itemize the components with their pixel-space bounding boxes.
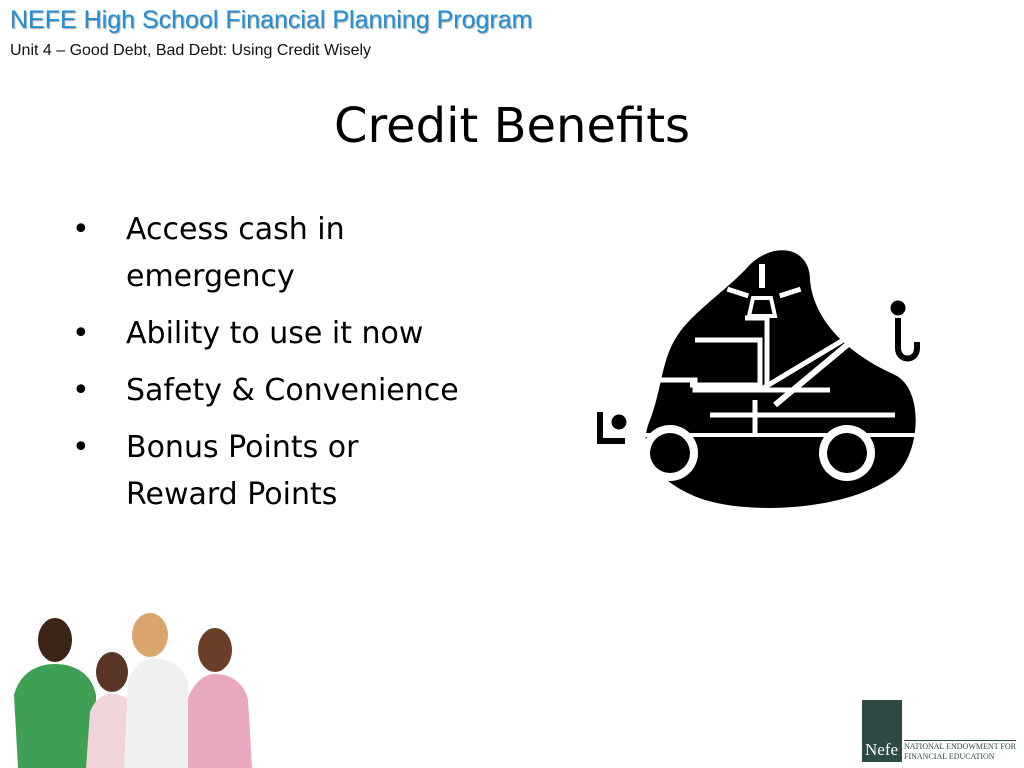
bullet-text-line1: Bonus Points or	[126, 430, 359, 465]
unit-subtitle: Unit 4 – Good Debt, Bad Debt: Using Credit Wisely	[10, 42, 372, 59]
nefe-logo	[862, 700, 1022, 764]
program-title: NEFE High School Financial Planning Program	[10, 6, 533, 34]
bullet-dot: •	[72, 430, 90, 465]
students-photo	[0, 600, 270, 768]
slide-title: Credit Benefits	[333, 98, 691, 154]
bullet-text-line1: Ability to use it now	[126, 316, 424, 351]
bullet-item	[72, 206, 502, 300]
bullet-dot: •	[72, 316, 90, 351]
bullet-text-line2: Reward Points	[126, 477, 338, 512]
nefe-logo-mark: Nefe	[865, 740, 899, 759]
bullet-item	[72, 367, 502, 414]
bullet-text-line1: Access cash in	[126, 212, 345, 247]
nefe-logo-line2: FINANCIAL EDUCATION	[904, 752, 995, 761]
bullet-item	[72, 310, 502, 357]
bullet-text-line2: emergency	[126, 259, 295, 294]
bullet-item	[72, 424, 502, 518]
nefe-logo-text	[904, 740, 1016, 762]
nefe-logo-box	[862, 700, 902, 762]
bullet-text-line1: Safety & Convenience	[126, 373, 459, 408]
bullet-list	[72, 206, 502, 528]
bullet-dot: •	[72, 212, 90, 247]
nefe-logo-line1: NATIONAL ENDOWMENT FOR	[904, 742, 1016, 751]
bullet-dot: •	[72, 373, 90, 408]
tow-truck-icon	[595, 240, 925, 515]
